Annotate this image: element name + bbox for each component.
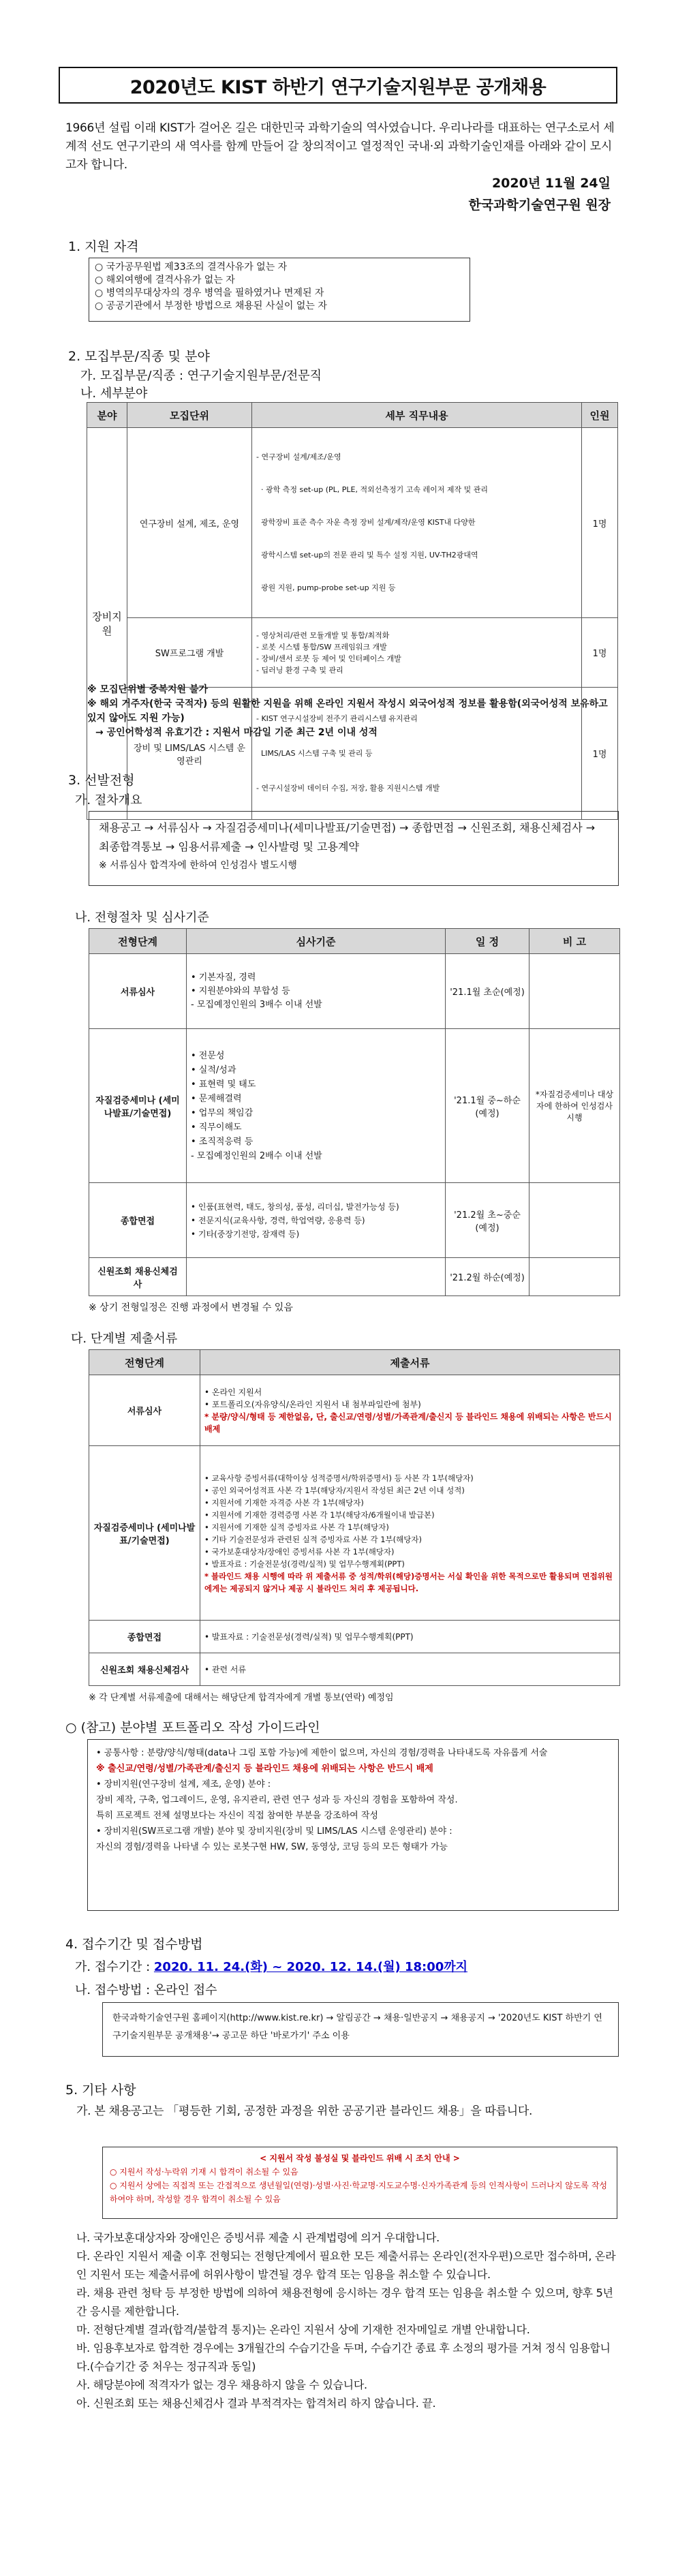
stage-cell: 서류심사 <box>89 1375 200 1446</box>
duty-line: 광원 지원, pump-probe set-up 지원 등 <box>256 583 396 592</box>
docs-cell <box>200 1653 620 1686</box>
duty-line: LIMS/LAS 시스템 구축 및 관리 등 <box>256 749 373 758</box>
portfolio-line: • 공통사항 : 분량/양식/형태(data나 그림 포함 가능)에 제한이 없으며, 자신의 경험/경력을 나타내도록 자유롭게 서술 <box>96 1748 548 1758</box>
criteria-line: • 인품(표현력, 태도, 창의성, 품성, 리더십, 발전가능성 등) <box>191 1201 399 1212</box>
note-item: 다. 온라인 지원서 제출 이후 전형되는 전형단계에서 필요한 모든 제출서류는 온라인(전자우편)으로만 접수하며, 온라인 지원서 또는 제출서류에 허위사항이 발견될 경우 합격 또는 임용을 취소할 수 있습니다. <box>76 2250 616 2281</box>
application-method: 나. 접수방법 : 온라인 접수 <box>75 1983 217 1997</box>
duty-line: 광학장비 표준 측수 자운 측정 장비 설계/제작/운영 KIST내 다양한 <box>256 518 476 527</box>
doc-line: • 발표자료 : 기술전문성(경력/실적) 및 업무수행계획(PPT) <box>204 1632 414 1642</box>
doc-line: • 지원서에 기재한 실적 증빙자료 사본 각 1부(해당자) <box>204 1522 389 1532</box>
criteria-cell <box>187 1029 446 1183</box>
duty-line: 광학시스템 set-up의 전문 관리 및 특수 설정 지원, UV-TH2광대역 <box>256 551 478 559</box>
doc-line: • 기타 기술전문성과 관련된 실적 증빙자료 사본 각 1부(해당자) <box>204 1534 422 1544</box>
stage-cell: 신원조회 채용신체검사 <box>89 1653 200 1686</box>
field-table <box>87 402 618 820</box>
criteria-line: • 업무의 책임감 <box>191 1107 253 1118</box>
documents-table <box>89 1349 620 1686</box>
count-cell: 1명 <box>582 428 618 618</box>
section-2-notes <box>87 683 619 740</box>
portfolio-line: 특히 프로젝트 전체 설명보다는 자신이 직접 참여한 부분을 강조하여 작성 <box>96 1811 378 1821</box>
section-3-sub-c: 다. 단계별 제출서류 <box>71 1332 178 1346</box>
doc-line: • 지원서에 기재한 자격증 사본 각 1부(해당자) <box>204 1497 364 1507</box>
criteria-line: • 기타(중장기전망, 잠재력 등) <box>191 1229 300 1239</box>
col-header: 심사기준 <box>187 929 446 954</box>
stage-cell: 서류심사 <box>89 954 187 1029</box>
section-1-heading: 1. 지원 자격 <box>68 239 139 254</box>
period-label: 가. 접수기간 : <box>75 1960 154 1974</box>
application-period <box>75 1957 467 1975</box>
criteria-line: • 실적/성과 <box>191 1064 236 1075</box>
eligibility-item: ○ 해외여행에 결격사유가 없는 자 <box>95 275 235 286</box>
docs-cell <box>200 1446 620 1621</box>
col-header: 세부 직무내용 <box>252 403 582 428</box>
eligibility-box <box>89 258 470 322</box>
screening-table <box>89 928 620 1296</box>
criteria-line: - 모집예정인원의 3배수 이내 선발 <box>191 999 322 1010</box>
col-header: 모집단위 <box>127 403 252 428</box>
doc-warning: * 블라인드 채용 시행에 따라 위 제출서류 중 성적/학위(해당)증명서는 서실 확인을 위한 목적으로만 활용되며 면접위원에게는 제공되지 않거나 제공 시 블라인드 처리 후 제공됩니다. <box>204 1571 613 1593</box>
portfolio-line: 자신의 경험/경력을 나타낼 수 있는 로봇구현 HW, SW, 동영상, 코딩 등의 모든 형태가 가능 <box>96 1842 448 1852</box>
note-item: 라. 채용 관련 청탁 등 부정한 방법에 의하여 채용전형에 응시하는 경우 합격 또는 임용을 취소할 수 있으며, 향후 5년간 응시를 제한합니다. <box>76 2286 613 2318</box>
note-item: 나. 국가보훈대상자와 장애인은 증빙서류 제출 시 관계법령에 의거 우대합니다. <box>76 2231 440 2244</box>
col-header: 인원 <box>582 403 618 428</box>
portfolio-line: 장비 제작, 구축, 업그레이드, 운영, 유지관리, 관련 연구 성과 등 자신의 경험을 포함하여 작성. <box>96 1795 458 1805</box>
unit-cell: SW프로그램 개발 <box>127 618 252 688</box>
section-4-heading: 4. 접수기간 및 접수방법 <box>65 1937 203 1952</box>
criteria-line: • 지원분야와의 부합성 등 <box>191 985 290 996</box>
doc-line: • 지원서에 기재한 경력증명 사본 각 1부(해당자/6개월이내 발급본) <box>204 1509 435 1520</box>
criteria-line: • 전문지식(교육사항, 경력, 학업역량, 응용력 등) <box>191 1215 365 1225</box>
portfolio-line: • 장비지원(SW프로그램 개발) 분야 및 장비지원(장비 및 LIMS/LAS 시스템 운영관리) 분야 : <box>96 1826 452 1837</box>
field-cell: 장비지원 <box>87 428 127 820</box>
docs-cell <box>200 1621 620 1653</box>
col-header: 비 고 <box>529 929 620 954</box>
duty-line: - 장비/센서 로봇 등 제어 및 인터페이스 개발 <box>256 654 401 663</box>
doc-line: • 공인 외국어성적표 사본 각 1부(해당자/지원서 작성된 최근 2년 이내 성적) <box>204 1485 465 1495</box>
other-notes <box>76 2228 621 2412</box>
schedule-cell: '21.1월 중~하순(예정) <box>446 1029 529 1183</box>
col-header: 전형단계 <box>89 929 187 954</box>
warning-box <box>102 2147 617 2219</box>
duty-line: · 광학 측정 set-up (PL, PLE, 적외선측정기 고속 레이저 제작 및 관리 <box>256 485 488 494</box>
doc-line: • 교육사항 증빙서류(대학이상 성적증명서/학위증명서) 등 사본 각 1부(해당자) <box>204 1473 474 1483</box>
duty-line: - 딥러닝 환경 구축 및 관리 <box>256 665 343 675</box>
warning-line: ○ 지원서 상에는 직접적 또는 간접적으로 생년월일(연령)·성별·사진·학교명·지도교수명·신자가족관계 등의 인적사항이 드러나지 않도록 작성하여야 하며, 작성할 경우 합격이 취소될 수 있음 <box>110 2181 608 2204</box>
unit-cell: 연구장비 설계, 제조, 운영 <box>127 428 252 618</box>
criteria-line: • 전문성 <box>191 1050 225 1061</box>
col-header: 전형단계 <box>89 1350 200 1375</box>
intro-text: 1966년 설립 이래 KIST가 걸어온 길은 대한민국 과학기술의 역사였습니다. 우리나라를 대표하는 연구소로서 세계적 선도 연구기관의 새 역사를 함께 만들어 갈 창의적이고 열정적인 국내·외 과학기술인재를 아래와 같이 모시고자 합니다. <box>65 121 615 172</box>
criteria-line: • 기본자질, 경력 <box>191 972 256 983</box>
announcement-date: 2020년 11월 24일 <box>491 176 611 191</box>
note-item: 바. 임용후보자로 합격한 경우에는 3개월간의 수습기간을 두며, 수습기간 종료 후 소정의 평가를 거쳐 정식 임용합니다.(수습기간 중 처우는 정규직과 동일) <box>76 2342 611 2373</box>
duty-line: - 로봇 시스템 통합/SW 프레임워크 개발 <box>256 642 387 651</box>
unit-cell: 장비 및 LIMS/LAS 시스템 운영관리 <box>127 688 252 820</box>
eligibility-item: ○ 병역의무대상자의 경우 병역을 필하였거나 면제된 자 <box>95 288 324 298</box>
eligibility-item: ○ 공공기관에서 부정한 방법으로 채용된 사실이 없는 자 <box>95 301 327 311</box>
section-2-sub-b: 나. 세부분야 <box>80 386 148 401</box>
note-item: 마. 전형단계별 결과(합격/불합격 통지)는 온라인 지원서 상에 기재한 전자메일로 개별 안내합니다. <box>76 2323 530 2336</box>
duty-line: - KIST 연구시설장비 전주기 관리시스템 유지관리 <box>256 714 418 723</box>
note-line: → 공인어학성적 유효기간 : 지원서 마감일 기준 최근 2년 이내 성적 <box>95 727 378 738</box>
criteria-line: • 조직적응력 등 <box>191 1136 253 1147</box>
note-item: 사. 해당분야에 적격자가 없는 경우 채용하지 않을 수 있습니다. <box>76 2378 367 2391</box>
doc-line: • 발표자료 : 기술전문성(경력/실적) 및 업무수행계획(PPT) <box>204 1559 405 1569</box>
doc-line: • 국가보훈대상자/장애인 증빙서류 사본 각 1부(해당자) <box>204 1546 395 1557</box>
page-title: 2020년도 KIST 하반기 연구기술지원부문 공개채용 <box>59 67 617 104</box>
stage-cell: 신원조회 채용신체검사 <box>89 1258 187 1296</box>
criteria-cell <box>187 954 446 1029</box>
schedule-cell: '21.2월 하순(예정) <box>446 1258 529 1296</box>
duty-line: - 연구장비 설계/제조/운영 <box>256 453 341 461</box>
note-line: ※ 모집단위별 중복지원 불가 <box>87 684 208 695</box>
criteria-line: • 표현력 및 태도 <box>191 1079 256 1090</box>
criteria-line: • 문제해결력 <box>191 1093 242 1104</box>
process-note: ※ 서류심사 합격자에 한하여 인성검사 별도시행 <box>99 860 297 871</box>
portfolio-heading: ○ (참고) 분야별 포트폴리오 작성 가이드라인 <box>65 1720 320 1735</box>
doc-warning: * 분량/양식/형태 등 제한없음, 단, 출신교/연령/성별/가족관계/출신지 등 블라인드 채용에 위배되는 사항은 반드시 배제 <box>204 1411 612 1434</box>
schedule-cell: '21.1월 초순(예정) <box>446 954 529 1029</box>
stage-cell: 종합면접 <box>89 1183 187 1258</box>
criteria-cell <box>187 1183 446 1258</box>
portfolio-warning: ※ 출신교/연령/성별/가족관계/출신지 등 블라인드 채용에 위배되는 사항은 반드시 배제 <box>96 1764 433 1774</box>
schedule-cell: '21.2월 초~중순(예정) <box>446 1183 529 1258</box>
stage-cell: 자질검증세미나 (세미나발표/기술면접) <box>89 1446 200 1621</box>
warning-line: ○ 지원서 작성·누락위 기재 시 합격이 취소될 수 있음 <box>110 2167 298 2177</box>
remark-cell <box>529 1258 620 1296</box>
remark-cell <box>529 1183 620 1258</box>
duties-cell <box>252 618 582 688</box>
section-5-heading: 5. 기타 사항 <box>65 2083 136 2098</box>
doc-line: • 온라인 지원서 <box>204 1387 262 1397</box>
section-3-sub-b: 나. 전형절차 및 심사기준 <box>75 910 209 925</box>
count-cell: 1명 <box>582 618 618 688</box>
docs-cell <box>200 1375 620 1446</box>
method-box: 한국과학기술연구원 홈페이지(http://www.kist.re.kr) → 알림공간 → 채용·일반공지 → 채용공지 → '2020년도 KIST 하반기 연구기술지원부문 공개채용'→ 공고문 하단 '바로가기' 주소 이용 <box>102 2002 619 2057</box>
remark-cell <box>529 954 620 1029</box>
blind-recruitment-notice: 가. 본 채용공고는 「평등한 기회, 공정한 과정을 위한 공공기관 블라인드 채용」을 따릅니다. <box>76 2104 533 2118</box>
doc-line: • 관련 서류 <box>204 1665 247 1674</box>
organization-name: 한국과학기술연구원 원장 <box>468 198 611 213</box>
section-2-sub-a: 가. 모집부문/직종 : 연구기술지원부문/전문직 <box>80 369 322 383</box>
stage-cell: 종합면접 <box>89 1621 200 1653</box>
col-header: 분야 <box>87 403 127 428</box>
col-header: 제출서류 <box>200 1350 620 1375</box>
note-line: ※ 해외 거주자(한국 국적자) 등의 원활한 지원을 위해 온라인 지원서 작성시 외국어성적 정보를 활용함(외국어성적 보유하고 있지 않아도 지원 가능) <box>87 699 608 724</box>
stage-cell: 자질검증세미나 (세미나발표/기술면접) <box>89 1029 187 1183</box>
remark-cell: *자질검증세미나 대상자에 한하여 인성검사 시행 <box>529 1029 620 1183</box>
col-header: 일 정 <box>446 929 529 954</box>
doc-line: • 포트폴리오(자유양식/온라인 지원서 내 첨부파일란에 첨부) <box>204 1399 421 1409</box>
portfolio-box <box>87 1739 619 1911</box>
section-3-heading: 3. 선발전형 <box>68 773 135 788</box>
duty-line: - 연구시설장비 데이터 수집, 저장, 활용 지원시스템 개발 <box>256 784 440 793</box>
duty-line: - 영상처리/관련 모듈개발 및 통합/최적화 <box>256 630 390 640</box>
criteria-line: • 직무이해도 <box>191 1122 242 1133</box>
count-cell: 1명 <box>582 688 618 820</box>
period-value: 2020. 11. 24.(화) ~ 2020. 12. 14.(월) 18:00까지 <box>153 1960 468 1974</box>
schedule-note: ※ 상기 전형일정은 진행 과정에서 변경될 수 있음 <box>89 1302 293 1313</box>
duties-cell <box>252 428 582 618</box>
criteria-line: - 모집예정인원의 2배수 이내 선발 <box>191 1150 322 1161</box>
process-text: 채용공고 → 서류심사 → 자질검증세미나(세미나발표/기술면접) → 종합면접 → 신원조회, 채용신체검사 → 최종합격통보 → 임용서류제출 → 인사발령 및 고용계약 <box>99 821 596 853</box>
note-item: 아. 신원조회 또는 채용신체검사 결과 부적격자는 합격처리 하지 않습니다. 끝. <box>76 2397 436 2410</box>
warning-title: < 지원서 작성 불성실 및 블라인드 위배 시 조치 안내 > <box>260 2153 460 2163</box>
portfolio-line: • 장비지원(연구장비 설계, 제조, 운영) 분야 : <box>96 1779 271 1790</box>
process-box <box>89 811 619 886</box>
documents-note: ※ 각 단계별 서류제출에 대해서는 해당단계 합격자에게 개별 통보(연락) 예정임 <box>89 1693 394 1703</box>
section-3-sub-a: 가. 절차개요 <box>75 793 142 808</box>
criteria-cell <box>187 1258 446 1296</box>
eligibility-item: ○ 국가공무원법 제33조의 결격사유가 없는 자 <box>95 262 288 273</box>
section-2-heading: 2. 모집부문/직종 및 분야 <box>68 349 210 364</box>
